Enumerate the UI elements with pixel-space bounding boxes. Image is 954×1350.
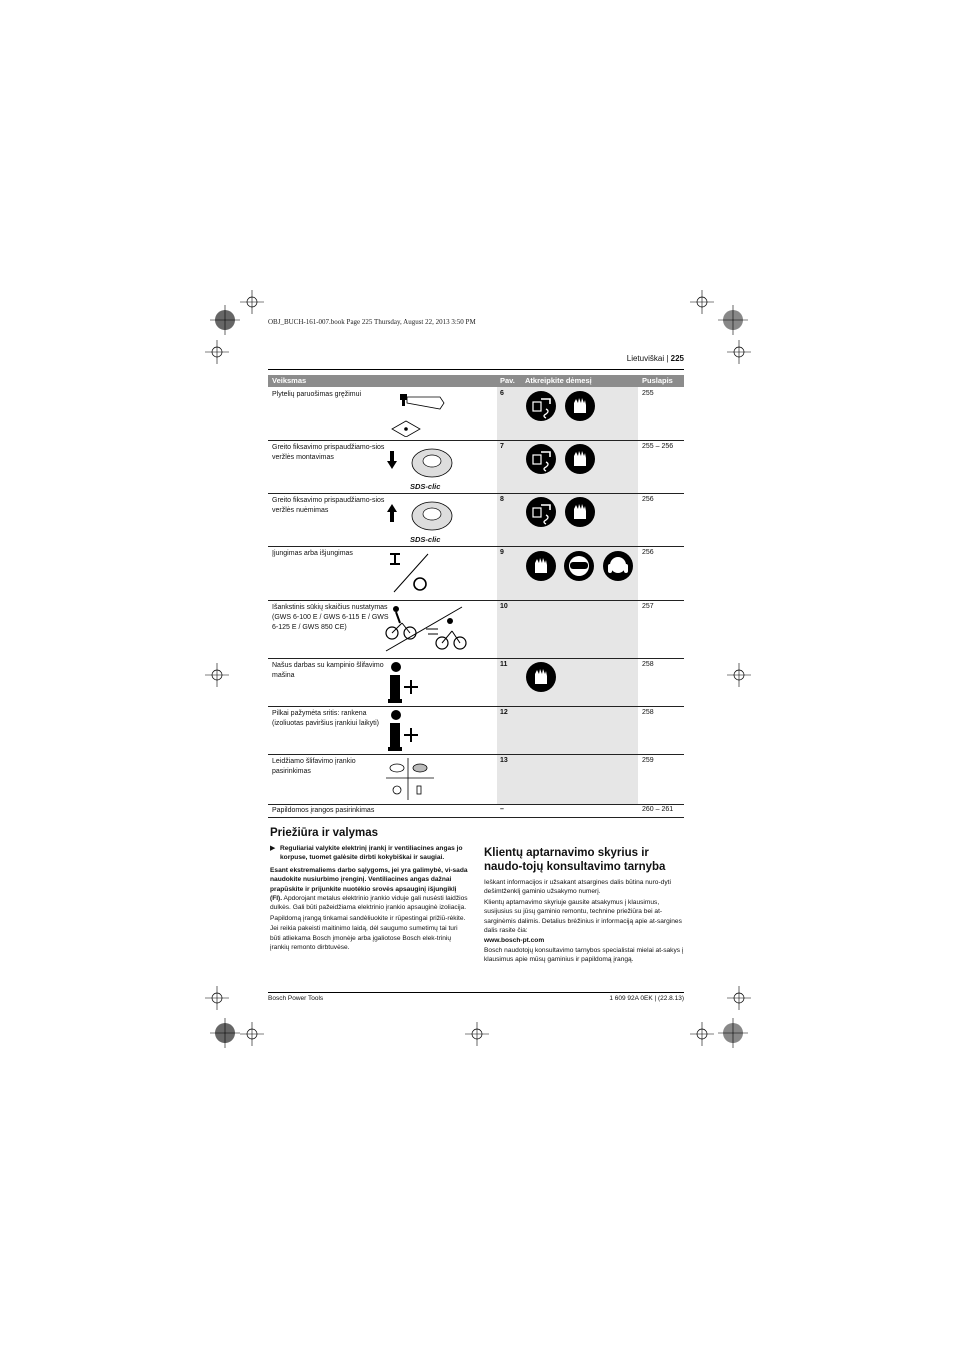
goggles-icon (564, 551, 594, 581)
on-off-pictogram (388, 550, 432, 594)
row-page: 255 (642, 390, 654, 397)
row-figure: – (500, 806, 504, 813)
section-title: Klientų aptarnavimo skyrius ir naudo-tojų konsultavimo tarnyba (484, 847, 666, 873)
footer-left: Bosch Power Tools (268, 995, 324, 1002)
crop-mark (205, 340, 229, 364)
row-figure: 8 (500, 496, 504, 503)
row-action: Greito fiksavimo prispaudžiamo-sios veržlės montavimas (272, 444, 385, 461)
row-page: 258 (642, 709, 654, 716)
column-header-action: Veiksmas (268, 375, 497, 387)
row-action: Plytelių paruošimas gręžimui (272, 391, 362, 398)
row-page: 255 – 256 (642, 443, 674, 450)
crop-mark (727, 663, 751, 687)
crop-mark (690, 290, 714, 314)
registration-mark (210, 305, 240, 335)
row-figure: 11 (500, 661, 508, 668)
column-header-attention: Atkreipkite dėmesį (522, 375, 638, 387)
paragraph (270, 866, 470, 913)
bullet-item (270, 844, 470, 863)
table-row (268, 493, 684, 547)
row-page: 259 (642, 757, 654, 764)
row-figure: 7 (500, 443, 504, 450)
paragraph: Klientų aptarnavimo skyriuje gausite atsakymus į klausimus, susijusius su jūsų gaminio remontu, technine priežiūra bei at-sarginėmis dalimis. Detalius brėžinius ir informaciją apie at-sargines dalis rasite čia: (484, 898, 682, 935)
maintenance-section (270, 826, 470, 953)
paragraph: Jei reikia pakeisti maitinimo laidą, dėl saugumo sumetimų tai turi būti atliekama Bosch įmonėje arba įgaliotose Bosch elek-trinių įrankių remonto dirbtuvėse. (270, 925, 458, 952)
unplug-icon (526, 391, 556, 421)
info-plus-icon (386, 661, 426, 705)
row-figure: 6 (500, 390, 504, 397)
bullet-text: Reguliariai valykite elektrinį įrankį ir ventiliacines angas jo korpuse, tuomet galėsite dirbti kokybiškai ir saugiai. (280, 845, 463, 862)
gloves-icon (565, 444, 595, 474)
table-row (268, 706, 684, 755)
paragraph: Bosch naudotojų konsultavimo tarnybos specialistai mielai at-sakys į klausimus apie mūsų gaminius ir papildomą įrangą. (484, 946, 684, 964)
registration-mark (718, 305, 748, 335)
crop-mark (205, 986, 229, 1010)
crop-mark (205, 663, 229, 687)
info-plus-icon (386, 709, 426, 753)
footer-right: 1 609 92A 0EK | (22.8.13) (609, 995, 684, 1002)
sds-clic-label: SDS-clic (410, 535, 441, 544)
header-language: Lietuviškai | 225 (626, 354, 684, 363)
row-action: Greito fiksavimo prispaudžiamo-sios veržlės nuėmimas (272, 497, 385, 514)
table-row (268, 600, 684, 659)
table-row (268, 387, 684, 441)
page-footer (268, 992, 684, 1005)
table-row (268, 754, 684, 805)
paragraph: Papildomą įrangą tinkamai sandėliuokite ir rūpestingai prižiū-rėkite. (270, 914, 466, 922)
sds-clic-label: SDS-clic (410, 482, 441, 491)
crop-mark (727, 340, 751, 364)
row-page: 256 (642, 549, 654, 556)
language-label: Lietuviškai (626, 354, 665, 363)
paragraph-rest: Apdorojant metalus elektrinio įrankio viduje gali nusėsti laidžios dulkės. Gali būti pažeidžiama elektrinio įrankio apsauginė izoliacija. (270, 895, 468, 912)
instructions-table (268, 375, 684, 817)
gloves-icon (565, 391, 595, 421)
gloves-icon (526, 662, 556, 692)
row-figure: 9 (500, 549, 504, 556)
row-figure: 12 (500, 709, 508, 716)
table-row (268, 658, 684, 707)
row-figure: 13 (500, 757, 508, 764)
service-section (484, 846, 684, 966)
unplug-icon (526, 444, 556, 474)
table-row (268, 804, 684, 818)
crop-mark (690, 1022, 714, 1046)
row-action: Įjungimas arba išjungimas (272, 550, 353, 557)
column-header-page: Puslapis (638, 375, 684, 387)
crop-mark (727, 986, 751, 1010)
row-page: 256 (642, 496, 654, 503)
paragraph-bold: Esant ekstremaliems darbo sąlygoms, jei yra galimybė, vi-sada naudokite nusiurbimo įrenginį. Ventiliacines angas dažnai prapūskite ir prijunkite nuotėkio srovės apsauginį išjungiklį (FI). (270, 866, 468, 903)
speed-preselection-pictogram (384, 603, 474, 653)
registration-mark (210, 1018, 240, 1048)
registration-mark (718, 1018, 748, 1048)
row-action: Našus darbas su kampinio šlifavimo mašina (272, 662, 384, 679)
crop-mark (465, 1022, 489, 1046)
website-link[interactable]: www.bosch-pt.com (484, 937, 545, 945)
table-row (268, 440, 684, 494)
crop-mark (240, 1022, 264, 1046)
unplug-icon (526, 497, 556, 527)
row-action: Papildomos įrangos pasirinkimas (272, 807, 375, 814)
row-page: 260 – 261 (642, 806, 674, 813)
page-header (268, 352, 684, 370)
grinding-tools-pictogram (386, 758, 434, 800)
gloves-icon (565, 497, 595, 527)
row-page: 258 (642, 661, 654, 668)
paragraph: Ieškant informacijos ir užsakant atsargines dalis būtina nuro-dyti dešimtženklį gaminio užsakymo numerį. (484, 879, 671, 896)
section-title: Priežiūra ir valymas (270, 827, 379, 839)
bullet-triangle-icon: ▶ (270, 845, 276, 852)
row-action: Pilkai pažymėta sritis: rankena (izoliuotas paviršius įrankiui laikyti) (272, 710, 379, 727)
row-action: Leidžiamo šlifavimo įrankio pasirinkimas (272, 758, 356, 775)
row-page: 257 (642, 603, 654, 610)
gloves-icon (526, 551, 556, 581)
ear-protection-icon (603, 551, 633, 581)
row-figure: 10 (500, 603, 508, 610)
printer-line: OBJ_BUCH-161-007.book Page 225 Thursday, August 22, 2013 3:50 PM (268, 318, 476, 326)
table-row (268, 546, 684, 601)
row-action: Išankstinis sūkių skaičius nustatymas (GWS 6-100 E / GWS 6-115 E / GWS 6-125 E / GWS 850 CE) (272, 604, 389, 631)
crop-mark (240, 290, 264, 314)
page-number: 225 (670, 354, 684, 363)
column-header-figure: Pav. (497, 375, 522, 387)
tile-drilling-pictogram (388, 391, 448, 437)
